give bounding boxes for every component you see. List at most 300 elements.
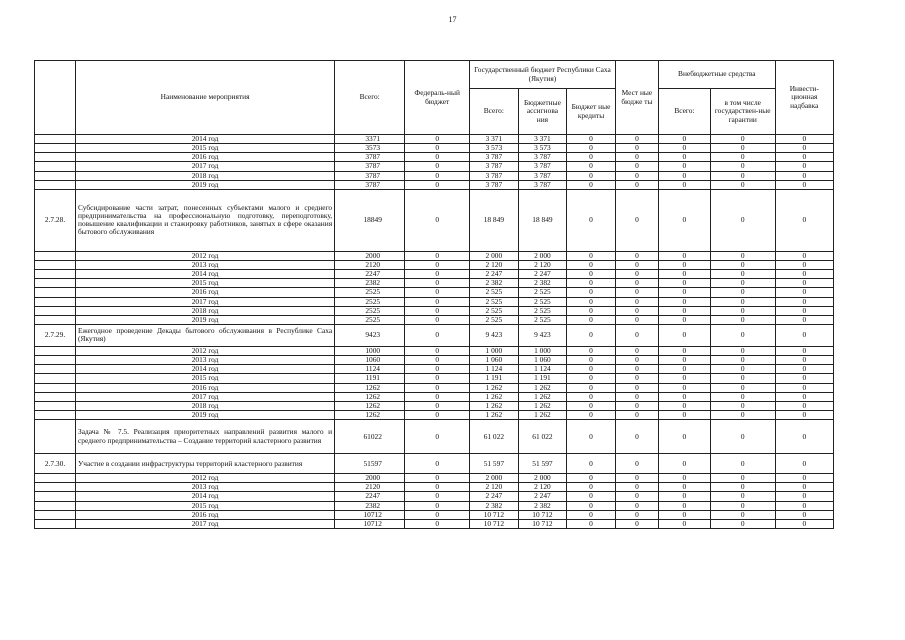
- row-index: [35, 171, 76, 180]
- row-state-total: 3 787: [470, 171, 519, 180]
- row-budget-credits: 0: [567, 153, 616, 162]
- row-index: [35, 180, 76, 189]
- row-extra-total: 0: [659, 189, 711, 251]
- row-federal: 0: [405, 401, 470, 410]
- row-name: 2015 год: [76, 374, 335, 383]
- row-investment: 0: [775, 260, 833, 269]
- row-index: [35, 392, 76, 401]
- row-investment: 0: [775, 288, 833, 297]
- table-row: [35, 162, 834, 171]
- row-total: 2382: [335, 279, 405, 288]
- row-local: 0: [615, 162, 658, 171]
- row-name: Задача № 7.5. Реализация приоритетных направлений развития малого и среднего предпринимательства – Создание территорий кластерного развития: [76, 420, 335, 454]
- row-local: 0: [615, 356, 658, 365]
- row-state-total: 2 120: [470, 483, 519, 492]
- row-investment: 0: [775, 315, 833, 324]
- row-federal: 0: [405, 365, 470, 374]
- row-local: 0: [615, 454, 658, 474]
- row-local: 0: [615, 306, 658, 315]
- row-budget-credits: 0: [567, 324, 616, 346]
- row-guarantees: 0: [710, 135, 775, 144]
- row-extra-total: 0: [659, 153, 711, 162]
- table-row: [35, 279, 834, 288]
- table-row: [35, 180, 834, 189]
- row-budget-alloc: 2 525: [518, 297, 567, 306]
- row-investment: 0: [775, 153, 833, 162]
- row-name: 2014 год: [76, 492, 335, 501]
- row-guarantees: 0: [710, 401, 775, 410]
- row-guarantees: 0: [710, 153, 775, 162]
- table-row: [35, 420, 834, 454]
- row-budget-credits: 0: [567, 510, 616, 519]
- row-extra-total: 0: [659, 401, 711, 410]
- row-budget-credits: 0: [567, 401, 616, 410]
- row-budget-credits: 0: [567, 483, 616, 492]
- table-row: [35, 270, 834, 279]
- row-federal: 0: [405, 288, 470, 297]
- row-index: [35, 510, 76, 519]
- row-state-total: 18 849: [470, 189, 519, 251]
- table-row: [35, 519, 834, 528]
- row-name: 2013 год: [76, 356, 335, 365]
- row-name: 2013 год: [76, 483, 335, 492]
- table-row: [35, 383, 834, 392]
- row-budget-credits: 0: [567, 374, 616, 383]
- table-row: [35, 306, 834, 315]
- row-budget-credits: 0: [567, 501, 616, 510]
- row-extra-total: 0: [659, 510, 711, 519]
- row-local: 0: [615, 270, 658, 279]
- row-state-total: 2 525: [470, 306, 519, 315]
- row-extra-total: 0: [659, 144, 711, 153]
- row-name: 2014 год: [76, 135, 335, 144]
- row-guarantees: 0: [710, 144, 775, 153]
- row-total: 2000: [335, 474, 405, 483]
- row-budget-alloc: 9 423: [518, 324, 567, 346]
- row-index: [35, 401, 76, 410]
- row-name: 2014 год: [76, 365, 335, 374]
- row-state-total: 2 000: [470, 251, 519, 260]
- header-state-total: Всего:: [470, 89, 519, 135]
- row-extra-total: 0: [659, 306, 711, 315]
- row-extra-total: 0: [659, 492, 711, 501]
- row-federal: 0: [405, 189, 470, 251]
- row-extra-total: 0: [659, 454, 711, 474]
- row-local: 0: [615, 492, 658, 501]
- row-state-total: 1 262: [470, 392, 519, 401]
- row-index: [35, 420, 76, 454]
- row-budget-credits: 0: [567, 189, 616, 251]
- row-federal: 0: [405, 171, 470, 180]
- header-name: Наименование мероприятия: [76, 61, 335, 135]
- row-investment: 0: [775, 492, 833, 501]
- row-investment: 0: [775, 392, 833, 401]
- row-guarantees: 0: [710, 420, 775, 454]
- row-total: 51597: [335, 454, 405, 474]
- row-investment: 0: [775, 306, 833, 315]
- row-name: 2018 год: [76, 171, 335, 180]
- row-guarantees: 0: [710, 189, 775, 251]
- row-guarantees: 0: [710, 162, 775, 171]
- row-total: 2120: [335, 483, 405, 492]
- row-state-total: 61 022: [470, 420, 519, 454]
- table-row: [35, 297, 834, 306]
- row-name: 2017 год: [76, 392, 335, 401]
- row-extra-total: 0: [659, 162, 711, 171]
- row-local: 0: [615, 315, 658, 324]
- row-state-total: 3 787: [470, 153, 519, 162]
- row-extra-total: 0: [659, 483, 711, 492]
- row-total: 61022: [335, 420, 405, 454]
- row-budget-alloc: 2 525: [518, 288, 567, 297]
- row-name: 2015 год: [76, 279, 335, 288]
- header-investment: Инвести-ционная надбавка: [775, 61, 833, 135]
- row-state-total: 2 247: [470, 270, 519, 279]
- row-investment: 0: [775, 519, 833, 528]
- row-state-total: 9 423: [470, 324, 519, 346]
- row-budget-alloc: 1 262: [518, 383, 567, 392]
- row-federal: 0: [405, 315, 470, 324]
- table-row: [35, 410, 834, 419]
- row-extra-total: 0: [659, 297, 711, 306]
- row-budget-credits: 0: [567, 356, 616, 365]
- row-budget-credits: 0: [567, 162, 616, 171]
- row-state-total: 3 573: [470, 144, 519, 153]
- row-guarantees: 0: [710, 171, 775, 180]
- row-local: 0: [615, 153, 658, 162]
- row-index: [35, 383, 76, 392]
- row-extra-total: 0: [659, 365, 711, 374]
- table-body: [35, 135, 834, 529]
- row-federal: 0: [405, 483, 470, 492]
- row-guarantees: 0: [710, 315, 775, 324]
- row-extra-total: 0: [659, 251, 711, 260]
- row-index: [35, 288, 76, 297]
- row-investment: 0: [775, 383, 833, 392]
- row-state-total: 1 191: [470, 374, 519, 383]
- row-budget-credits: 0: [567, 180, 616, 189]
- table-row: [35, 365, 834, 374]
- row-investment: 0: [775, 454, 833, 474]
- row-investment: 0: [775, 189, 833, 251]
- row-budget-credits: 0: [567, 365, 616, 374]
- row-federal: 0: [405, 346, 470, 355]
- row-guarantees: 0: [710, 365, 775, 374]
- row-investment: 0: [775, 410, 833, 419]
- row-local: 0: [615, 171, 658, 180]
- row-total: 2382: [335, 501, 405, 510]
- row-budget-credits: 0: [567, 410, 616, 419]
- row-state-total: 51 597: [470, 454, 519, 474]
- row-state-total: 1 000: [470, 346, 519, 355]
- row-budget-credits: 0: [567, 383, 616, 392]
- row-budget-alloc: 2 525: [518, 306, 567, 315]
- row-investment: 0: [775, 162, 833, 171]
- row-budget-alloc: 2 525: [518, 315, 567, 324]
- row-budget-credits: 0: [567, 144, 616, 153]
- row-guarantees: 0: [710, 501, 775, 510]
- row-name: 2016 год: [76, 383, 335, 392]
- table-row: [35, 392, 834, 401]
- row-extra-total: 0: [659, 346, 711, 355]
- row-federal: 0: [405, 279, 470, 288]
- row-federal: 0: [405, 392, 470, 401]
- row-investment: 0: [775, 483, 833, 492]
- row-budget-alloc: 1 124: [518, 365, 567, 374]
- row-name: 2017 год: [76, 297, 335, 306]
- row-state-total: 1 262: [470, 410, 519, 419]
- row-federal: 0: [405, 374, 470, 383]
- row-extra-total: 0: [659, 519, 711, 528]
- row-total: 1060: [335, 356, 405, 365]
- row-index: 2.7.29.: [35, 324, 76, 346]
- row-budget-credits: 0: [567, 392, 616, 401]
- row-local: 0: [615, 483, 658, 492]
- row-budget-alloc: 18 849: [518, 189, 567, 251]
- row-index: [35, 501, 76, 510]
- row-local: 0: [615, 501, 658, 510]
- row-index: [35, 356, 76, 365]
- row-total: 2525: [335, 306, 405, 315]
- row-total: 3787: [335, 153, 405, 162]
- row-guarantees: 0: [710, 260, 775, 269]
- row-investment: 0: [775, 374, 833, 383]
- header-extra-budget: Внебюджетные средства: [659, 61, 776, 89]
- row-investment: 0: [775, 135, 833, 144]
- row-index: [35, 144, 76, 153]
- row-local: 0: [615, 189, 658, 251]
- row-guarantees: 0: [710, 306, 775, 315]
- table-row: [35, 144, 834, 153]
- row-federal: 0: [405, 144, 470, 153]
- table-row: [35, 260, 834, 269]
- row-budget-alloc: 2 120: [518, 260, 567, 269]
- table-row: [35, 474, 834, 483]
- row-budget-credits: 0: [567, 288, 616, 297]
- row-extra-total: 0: [659, 288, 711, 297]
- row-total: 2120: [335, 260, 405, 269]
- row-guarantees: 0: [710, 519, 775, 528]
- row-index: [35, 279, 76, 288]
- row-investment: 0: [775, 510, 833, 519]
- row-investment: 0: [775, 279, 833, 288]
- row-federal: 0: [405, 324, 470, 346]
- row-extra-total: 0: [659, 171, 711, 180]
- row-budget-alloc: 3 573: [518, 144, 567, 153]
- row-local: 0: [615, 324, 658, 346]
- table-row: [35, 171, 834, 180]
- row-guarantees: 0: [710, 288, 775, 297]
- row-total: 2247: [335, 492, 405, 501]
- row-budget-alloc: 3 787: [518, 153, 567, 162]
- table-row: [35, 454, 834, 474]
- row-name: 2017 год: [76, 519, 335, 528]
- row-local: 0: [615, 135, 658, 144]
- row-index: [35, 519, 76, 528]
- row-total: 2525: [335, 297, 405, 306]
- row-state-total: 2 525: [470, 288, 519, 297]
- row-guarantees: 0: [710, 454, 775, 474]
- row-guarantees: 0: [710, 270, 775, 279]
- row-budget-alloc: 1 262: [518, 392, 567, 401]
- row-state-total: 1 124: [470, 365, 519, 374]
- row-extra-total: 0: [659, 279, 711, 288]
- row-budget-credits: 0: [567, 306, 616, 315]
- row-name: Субсидирование части затрат, понесенных субъектами малого и среднего предпринимательства на профессиональную подготовку, переподготовку, повышение квалификации и стажировку работников, занятых в сфере оказания бытового обслуживания: [76, 189, 335, 251]
- row-investment: 0: [775, 346, 833, 355]
- row-name: 2012 год: [76, 474, 335, 483]
- row-federal: 0: [405, 454, 470, 474]
- row-extra-total: 0: [659, 135, 711, 144]
- row-state-total: 2 525: [470, 297, 519, 306]
- row-guarantees: 0: [710, 297, 775, 306]
- row-federal: 0: [405, 162, 470, 171]
- row-total: 3787: [335, 180, 405, 189]
- row-budget-credits: 0: [567, 270, 616, 279]
- header-state-budget: Государственный бюджет Республики Саха (Якутия): [470, 61, 616, 89]
- row-federal: 0: [405, 501, 470, 510]
- row-federal: 0: [405, 492, 470, 501]
- row-guarantees: 0: [710, 510, 775, 519]
- row-budget-alloc: 1 191: [518, 374, 567, 383]
- row-federal: 0: [405, 180, 470, 189]
- table-row: [35, 374, 834, 383]
- row-budget-alloc: 10 712: [518, 510, 567, 519]
- row-local: 0: [615, 474, 658, 483]
- row-federal: 0: [405, 420, 470, 454]
- row-index: 2.7.30.: [35, 454, 76, 474]
- row-budget-credits: 0: [567, 171, 616, 180]
- row-guarantees: 0: [710, 392, 775, 401]
- row-local: 0: [615, 144, 658, 153]
- row-index: [35, 492, 76, 501]
- header-guarantees: в том числе государствен-ные гарантии: [710, 89, 775, 135]
- row-state-total: 3 787: [470, 180, 519, 189]
- row-guarantees: 0: [710, 410, 775, 419]
- row-federal: 0: [405, 383, 470, 392]
- budget-table: [34, 60, 834, 529]
- row-index: [35, 251, 76, 260]
- row-local: 0: [615, 383, 658, 392]
- row-local: 0: [615, 297, 658, 306]
- row-total: 3787: [335, 162, 405, 171]
- row-total: 1262: [335, 410, 405, 419]
- row-guarantees: 0: [710, 180, 775, 189]
- row-budget-alloc: 51 597: [518, 454, 567, 474]
- row-budget-credits: 0: [567, 474, 616, 483]
- row-local: 0: [615, 392, 658, 401]
- row-state-total: 2 382: [470, 501, 519, 510]
- row-local: 0: [615, 401, 658, 410]
- row-total: 2525: [335, 315, 405, 324]
- row-index: [35, 483, 76, 492]
- table-row: [35, 401, 834, 410]
- row-extra-total: 0: [659, 474, 711, 483]
- row-federal: 0: [405, 474, 470, 483]
- row-budget-alloc: 10 712: [518, 519, 567, 528]
- row-total: 1191: [335, 374, 405, 383]
- row-guarantees: 0: [710, 483, 775, 492]
- row-state-total: 2 247: [470, 492, 519, 501]
- row-extra-total: 0: [659, 324, 711, 346]
- row-state-total: 3 371: [470, 135, 519, 144]
- row-index: [35, 297, 76, 306]
- table-row: [35, 135, 834, 144]
- header-index: [35, 61, 76, 135]
- row-total: 1262: [335, 401, 405, 410]
- row-investment: 0: [775, 171, 833, 180]
- header-total: Всего:: [335, 61, 405, 135]
- row-investment: 0: [775, 474, 833, 483]
- row-name: 2015 год: [76, 144, 335, 153]
- row-total: 9423: [335, 324, 405, 346]
- row-index: [35, 135, 76, 144]
- row-local: 0: [615, 180, 658, 189]
- row-name: Участие в создании инфраструктуры территорий кластерного развития: [76, 454, 335, 474]
- header-budget-credits: Бюджет ные кредиты: [567, 89, 616, 135]
- table-row: [35, 510, 834, 519]
- table-row: [35, 483, 834, 492]
- table-row: [35, 501, 834, 510]
- row-local: 0: [615, 510, 658, 519]
- row-budget-credits: 0: [567, 135, 616, 144]
- row-federal: 0: [405, 251, 470, 260]
- row-total: 1000: [335, 346, 405, 355]
- row-total: 1262: [335, 383, 405, 392]
- table-row: [35, 356, 834, 365]
- row-total: 1262: [335, 392, 405, 401]
- header-budget-alloc: Бюджетные ассигнова ния: [518, 89, 567, 135]
- row-index: [35, 474, 76, 483]
- row-total: 2247: [335, 270, 405, 279]
- row-budget-alloc: 3 787: [518, 162, 567, 171]
- row-federal: 0: [405, 153, 470, 162]
- row-name: 2015 год: [76, 501, 335, 510]
- row-investment: 0: [775, 297, 833, 306]
- row-extra-total: 0: [659, 180, 711, 189]
- row-investment: 0: [775, 180, 833, 189]
- row-name: 2016 год: [76, 153, 335, 162]
- row-investment: 0: [775, 365, 833, 374]
- row-extra-total: 0: [659, 374, 711, 383]
- row-budget-alloc: 2 382: [518, 501, 567, 510]
- table-row: [35, 288, 834, 297]
- row-budget-alloc: 3 371: [518, 135, 567, 144]
- row-state-total: 10 712: [470, 519, 519, 528]
- row-federal: 0: [405, 306, 470, 315]
- row-name: 2013 год: [76, 260, 335, 269]
- row-total: 1124: [335, 365, 405, 374]
- row-budget-credits: 0: [567, 251, 616, 260]
- row-name: 2012 год: [76, 251, 335, 260]
- row-budget-alloc: 2 247: [518, 270, 567, 279]
- table-row: [35, 346, 834, 355]
- row-guarantees: 0: [710, 356, 775, 365]
- header-extra-total: Всего:: [659, 89, 711, 135]
- row-local: 0: [615, 346, 658, 355]
- row-state-total: 2 382: [470, 279, 519, 288]
- row-total: 3787: [335, 171, 405, 180]
- row-state-total: 1 262: [470, 401, 519, 410]
- row-investment: 0: [775, 356, 833, 365]
- row-index: [35, 410, 76, 419]
- row-name: 2016 год: [76, 288, 335, 297]
- row-federal: 0: [405, 356, 470, 365]
- row-state-total: 3 787: [470, 162, 519, 171]
- row-total: 3573: [335, 144, 405, 153]
- row-extra-total: 0: [659, 392, 711, 401]
- row-name: 2019 год: [76, 315, 335, 324]
